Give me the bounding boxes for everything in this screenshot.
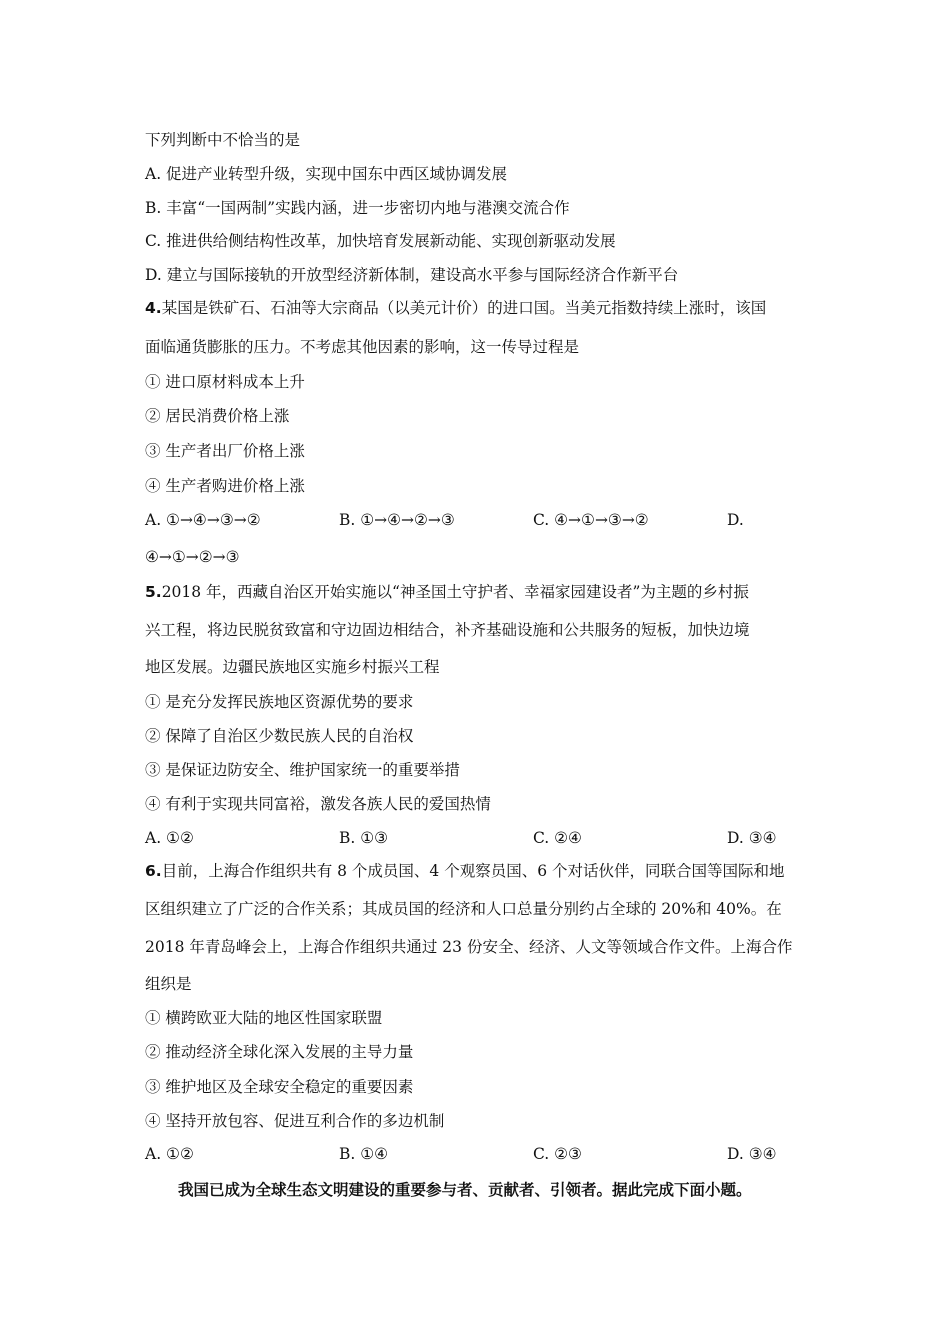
q4-stem-line1: 4.某国是铁矿石、石油等大宗商品（以美元计价）的进口国。当美元指数持续上涨时，该国 [145, 299, 767, 317]
q3-option-d: D. 建立与国际接轨的开放型经济新体制，建设高水平参与国际经济合作新平台 [145, 266, 679, 284]
q6-option-b: B. ①④ [339, 1145, 389, 1163]
q3-option-b: B. 丰富“一国两制”实践内涵，进一步密切内地与港澳交流合作 [145, 199, 570, 217]
q4-item-4: ④ 生产者购进价格上涨 [145, 477, 305, 495]
q4-number: 4. [145, 299, 162, 317]
q6-stem-line4: 组织是 [145, 975, 192, 993]
q5-item-3: ③ 是保证边防安全、维护国家统一的重要举措 [145, 761, 460, 779]
q5-stem-line2: 兴工程，将边民脱贫致富和守边固边相结合，补齐基础设施和公共服务的短板，加快边境 [145, 621, 750, 639]
q4-stem-line2: 面临通货膨胀的压力。不考虑其他因素的影响，这一传导过程是 [145, 338, 580, 356]
q6-stem-line3: 2018 年青岛峰会上，上海合作组织共通过 23 份安全、经济、人文等领域合作文件。上海合作 [145, 938, 793, 956]
q4-option-b: B. ①→④→②→③ [339, 511, 455, 529]
q6-number: 6. [145, 862, 162, 880]
q4-item-1: ① 进口原材料成本上升 [145, 373, 305, 391]
q5-number: 5. [145, 583, 162, 601]
q3-stem-tail: 下列判断中不恰当的是 [145, 131, 301, 149]
q5-option-d: D. ③④ [727, 829, 777, 847]
q6-option-a: A. ①② [145, 1145, 194, 1163]
q4-item-2: ② 居民消费价格上涨 [145, 407, 290, 425]
q5-option-b: B. ①③ [339, 829, 389, 847]
next-section-intro: 我国已成为全球生态文明建设的重要参与者、贡献者、引领者。据此完成下面小题。 [178, 1181, 752, 1199]
q4-option-d-wrap: ④→①→②→③ [145, 548, 240, 566]
q4-item-3: ③ 生产者出厂价格上涨 [145, 442, 305, 460]
q4-option-a: A. ①→④→③→② [145, 511, 261, 529]
q6-item-4: ④ 坚持开放包容、促进互利合作的多边机制 [145, 1112, 445, 1130]
q3-option-a: A. 促进产业转型升级，实现中国东中西区域协调发展 [145, 165, 508, 183]
q6-item-1: ① 横跨欧亚大陆的地区性国家联盟 [145, 1009, 383, 1027]
q5-item-4: ④ 有利于实现共同富裕，激发各族人民的爱国热情 [145, 795, 491, 813]
q6-option-c: C. ②③ [533, 1145, 582, 1163]
q6-item-3: ③ 维护地区及全球安全稳定的重要因素 [145, 1078, 414, 1096]
q4-option-d: D. [727, 511, 744, 529]
q5-option-c: C. ②④ [533, 829, 582, 847]
q6-stem-line1: 6.目前，上海合作组织共有 8 个成员国、4 个观察员国、6 个对话伙伴，同联合国等国际和地 [145, 862, 785, 880]
q6-option-d: D. ③④ [727, 1145, 777, 1163]
q5-option-a: A. ①② [145, 829, 194, 847]
q3-option-c: C. 推进供给侧结构性改革，加快培育发展新动能、实现创新驱动发展 [145, 232, 616, 250]
q6-stem-line2: 区组织建立了广泛的合作关系；其成员国的经济和人口总量分别约占全球的 20%和 40%。在 [145, 900, 782, 918]
q5-stem-line3: 地区发展。边疆民族地区实施乡村振兴工程 [145, 658, 440, 676]
q6-item-2: ② 推动经济全球化深入发展的主导力量 [145, 1043, 414, 1061]
q5-item-2: ② 保障了自治区少数民族人民的自治权 [145, 727, 414, 745]
q5-item-1: ① 是充分发挥民族地区资源优势的要求 [145, 693, 414, 711]
q5-stem-line1: 5.2018 年，西藏自治区开始实施以“神圣国土守护者、幸福家园建设者”为主题的乡村振 [145, 583, 749, 601]
q4-option-c: C. ④→①→③→② [533, 511, 649, 529]
